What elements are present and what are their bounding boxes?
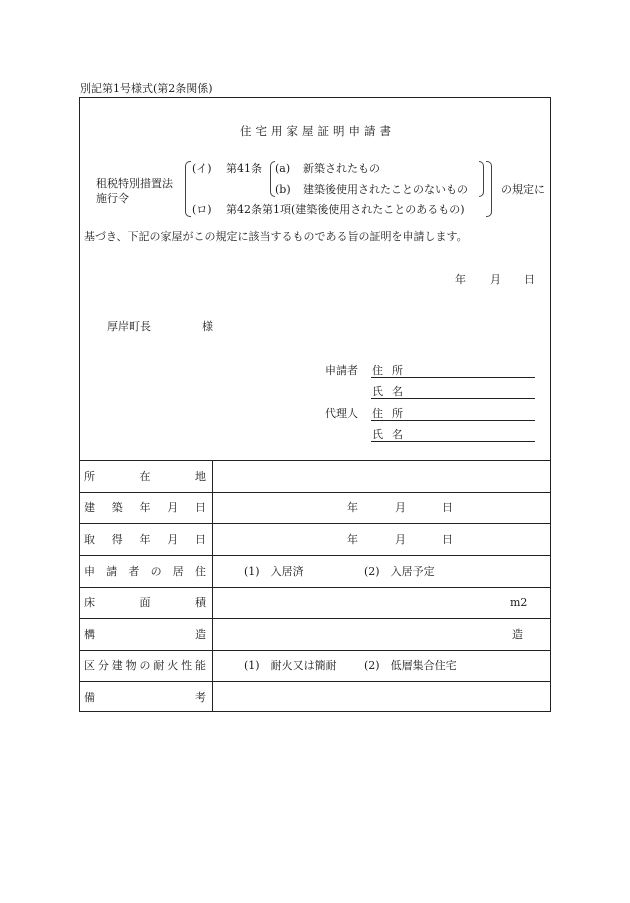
row-line-5 — [79, 618, 551, 619]
agent-label: 代理人 — [325, 407, 358, 420]
location-field[interactable] — [213, 461, 550, 491]
item-ro-label: (ロ) — [192, 203, 212, 216]
inner-right-brace — [479, 161, 484, 197]
row-line-3 — [79, 555, 551, 556]
applicant-address-field[interactable] — [371, 377, 535, 378]
acquired-year: 年 — [347, 533, 358, 546]
request-sentence: 基づき、下記の家屋がこの規定に該当するものである旨の証明を申請します。 — [84, 230, 468, 243]
remarks-field[interactable] — [213, 682, 550, 711]
law-name-line2: 施行令 — [96, 192, 129, 205]
column-divider — [212, 460, 213, 712]
applicant-name-label: 氏名 — [372, 385, 412, 398]
structure-unit: 造 — [512, 628, 523, 641]
row-label-residence: 申請者の居住 — [84, 565, 206, 578]
agent-name-field[interactable] — [371, 441, 535, 442]
row-line-2 — [79, 523, 551, 524]
form-number: 別記第1号様式(第2条関係) — [80, 82, 213, 95]
acquired-day: 日 — [442, 533, 453, 546]
item-i-label: (イ) — [192, 162, 212, 175]
date-day: 日 — [524, 273, 535, 286]
outer-right-brace — [486, 161, 492, 217]
row-label-acquired: 取得年月日 — [84, 533, 206, 546]
item-b-text: 建築後使用されたことのないもの — [303, 183, 468, 196]
item-a-label: (a) — [275, 162, 291, 175]
agent-address-label: 住所 — [372, 407, 412, 420]
row-label-fire: 区分建物の耐火性能 — [84, 659, 206, 672]
item-b-label: (b) — [275, 183, 291, 196]
floor-area-unit: m2 — [510, 596, 528, 609]
date-year: 年 — [455, 273, 466, 286]
fire-option-2[interactable]: (2) 低層集合住宅 — [364, 659, 457, 672]
row-label-built: 建築年月日 — [84, 501, 206, 514]
row-label-location: 所在地 — [84, 470, 206, 483]
fire-option-1[interactable]: (1) 耐火又は簡耐 — [244, 659, 337, 672]
date-month: 月 — [490, 273, 501, 286]
row-line-4 — [79, 587, 551, 588]
row-line-1 — [79, 492, 551, 493]
row-label-floor-area: 床面積 — [84, 596, 206, 609]
built-year: 年 — [347, 501, 358, 514]
item-a-text: 新築されたもの — [303, 162, 380, 175]
addressee-honorific: 様 — [202, 320, 213, 333]
row-label-remarks: 備考 — [84, 691, 206, 704]
item-ro-text: 第42条第1項(建築後使用されたことのあるもの) — [226, 203, 465, 216]
built-month: 月 — [395, 501, 406, 514]
addressee-name: 厚岸町長 — [107, 320, 151, 333]
applicant-label: 申請者 — [325, 364, 358, 377]
item-i-article: 第41条 — [226, 162, 262, 175]
law-suffix: の規定に — [501, 183, 545, 196]
applicant-address-label: 住所 — [372, 364, 412, 377]
residence-option-2[interactable]: (2) 入居予定 — [364, 565, 435, 578]
acquired-month: 月 — [395, 533, 406, 546]
built-day: 日 — [442, 501, 453, 514]
row-line-6 — [79, 650, 551, 651]
outer-left-brace — [185, 161, 191, 217]
agent-address-field[interactable] — [371, 420, 535, 421]
law-name-line1: 租税特別措置法 — [96, 177, 173, 190]
agent-name-label: 氏名 — [372, 428, 412, 441]
residence-option-1[interactable]: (1) 入居済 — [244, 565, 304, 578]
form-title: 住宅用家屋証明申請書 — [240, 124, 395, 138]
row-label-structure: 構造 — [84, 628, 206, 641]
applicant-name-field[interactable] — [371, 398, 535, 399]
